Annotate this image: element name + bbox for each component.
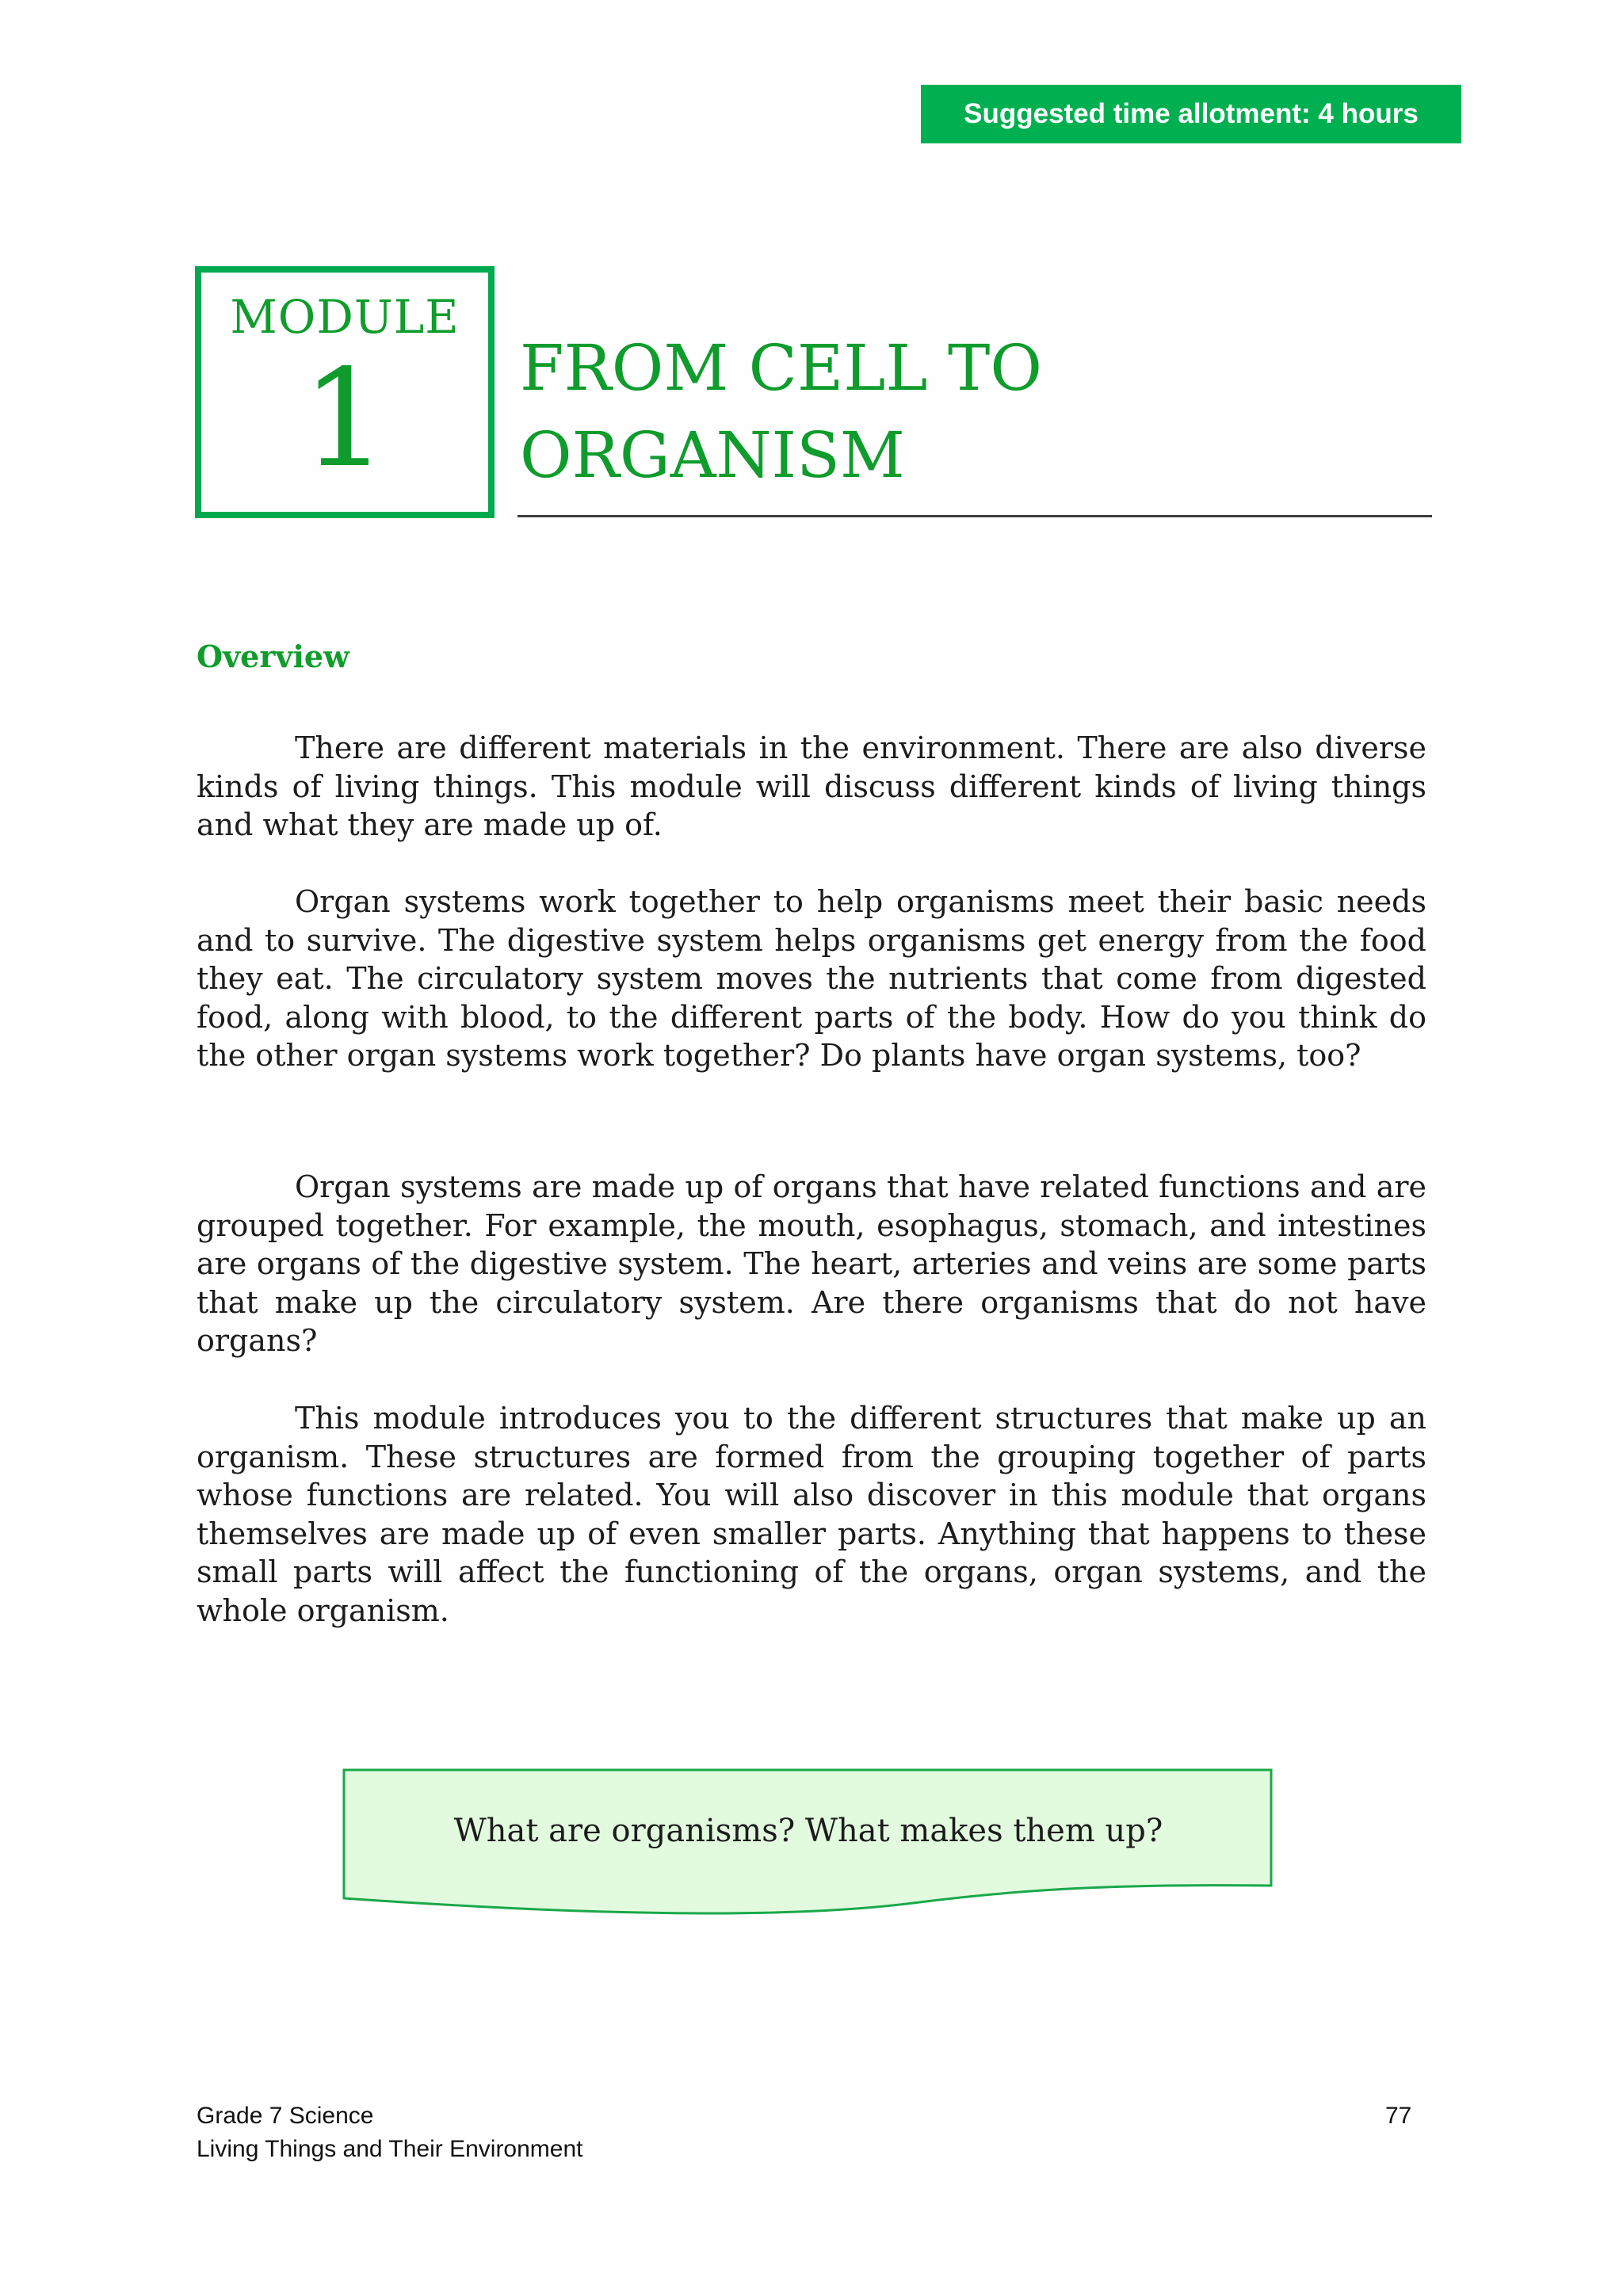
module-label: MODULE [230, 290, 460, 344]
page-number: 77 [1385, 2103, 1412, 2129]
overview-paragraph-4: This module introduces you to the different structures that make up an organism. These structures are formed from the grouping together of parts whose functions are related. You will also discover in this module that organs themselves are made up of even smaller parts. Anything that happens to these small parts will affect the functioning of the organs, organ systems, and the whole organism. [197, 1401, 1426, 1628]
module-number: 1 [301, 341, 388, 498]
module-title-line-2: ORGANISM [520, 418, 905, 492]
module-number-box [195, 266, 495, 518]
overview-heading: Overview [197, 639, 349, 674]
page-footer [197, 2100, 583, 2166]
module-title [520, 325, 1042, 499]
footer-course: Grade 7 Science [197, 2103, 374, 2129]
overview-paragraph-1: There are different materials in the environment. There are also diverse kinds of living things. This module will discuss different kinds of living things and what they are made up of. [197, 730, 1426, 842]
module-title-line-1: FROM CELL TO [520, 331, 1042, 405]
overview-paragraph-3: Organ systems are made up of organs that have related functions and are grouped together. For example, the mouth, esophagus, stomach, and intestines are organs of the digestive system. The heart, arteries and veins are some parts that make up the circulatory system. Are there organisms that do not have organs? [197, 1169, 1426, 1358]
title-underline [517, 515, 1432, 517]
time-allotment-badge: Suggested time allotment: 4 hours [921, 85, 1461, 143]
overview-paragraph-2: Organ systems work together to help organisms meet their basic needs and to survive. The digestive system helps organisms get energy from the food they eat. The circulatory system moves the nutrients that come from digested food, along with blood, to the different parts of the body. How do you think do the other organ systems work together? Do plants have organ systems, too? [197, 884, 1426, 1073]
callout-question: What are organisms? What makes them up? [453, 1813, 1163, 1849]
key-question-callout [342, 1768, 1274, 1919]
footer-unit: Living Things and Their Environment [197, 2136, 583, 2162]
